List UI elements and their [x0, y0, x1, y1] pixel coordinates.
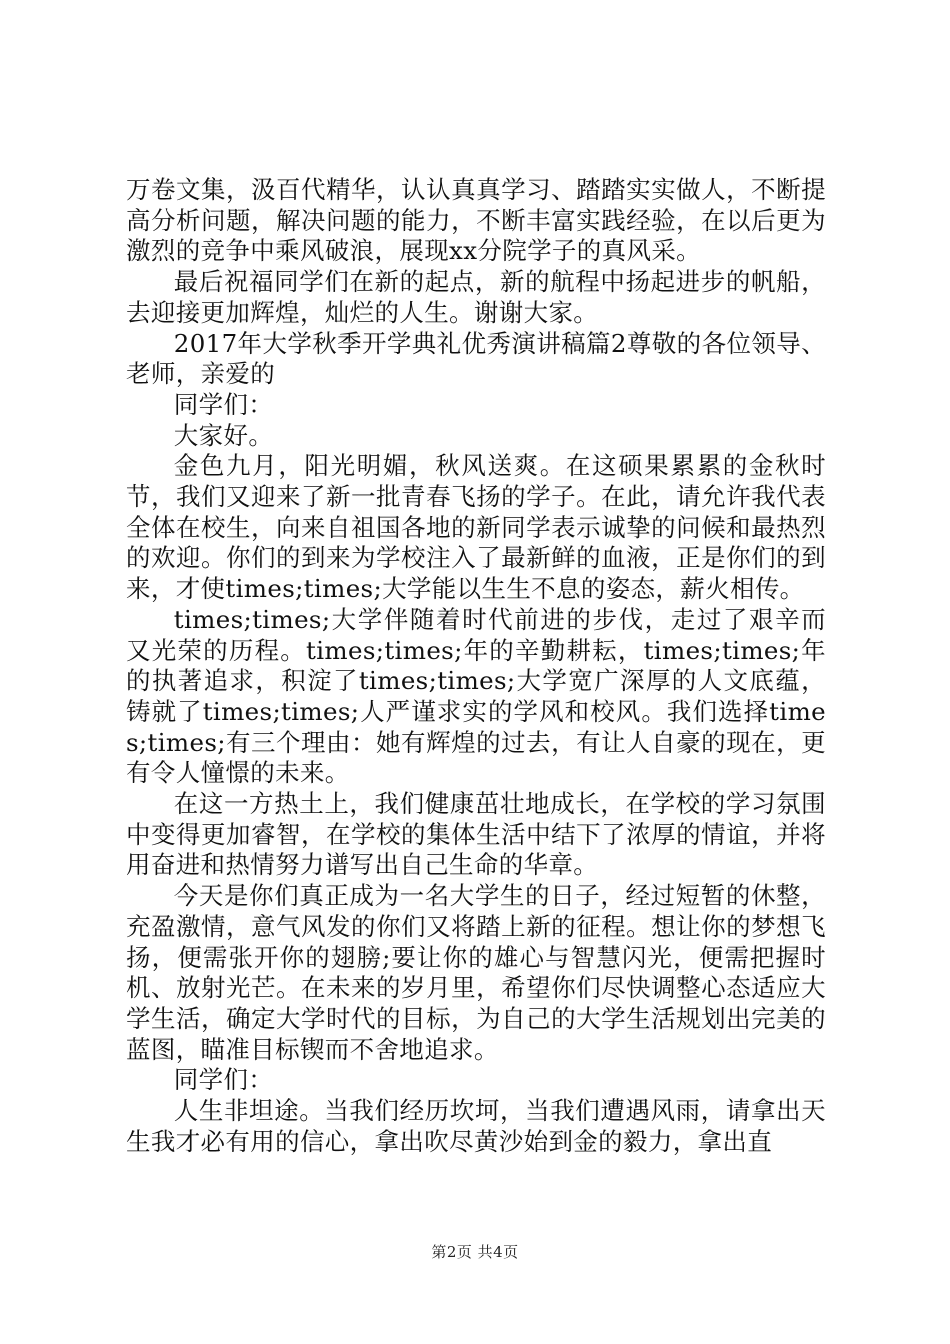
document-body [126, 175, 826, 1158]
paragraph-salutation-2: 同学们： [173, 1065, 274, 1095]
page-number-footer: 第2页 共4页 [431, 1243, 519, 1261]
paragraph-growth: 在这一方热土上，我们健康茁壮地成长，在学校的学习氛围中变得更加睿智，在学校的集体生活中结下了浓厚的情谊，并将用奋进和热情努力谱写出自己生命的华章。 [126, 789, 826, 880]
paragraph-life-path: 人生非坦途。当我们经历坎坷，当我们遭遇风雨，请拿出天生我才必有用的信心，拿出吹尽黄沙始到金的毅力，拿出直 [126, 1096, 826, 1156]
paragraph-salutation: 同学们： [173, 389, 274, 419]
paragraph-closing-wishes: 最后祝福同学们在新的起点，新的航程中扬起进步的帆船，去迎接更加辉煌，灿烂的人生。谢谢大家。 [126, 267, 826, 327]
paragraph-welcome: 金色九月，阳光明媚，秋风送爽。在这硕果累累的金秋时节，我们又迎来了新一批青春飞扬的学子。在此，请允许我代表全体在校生，向来自祖国各地的新同学表示诚挚的问候和最热烈的欢迎。你们的到来为学校注入了最新鲜的血液，正是你们的到来，才使times;times;大学能以生生不息的姿态，薪火相传。 [126, 451, 826, 604]
paragraph-speech-title: 2017年大学秋季开学典礼优秀演讲稿篇2尊敬的各位领导、老师，亲爱的 [126, 328, 826, 389]
paragraph-university-history: times;times;大学伴随着时代前进的步伐，走过了艰辛而又光荣的历程。times;times;年的辛勤耕耘，times;times;年的执著追求，积淀了times;times;大学宽广深厚的人文底蕴，铸就了times;times;人严谨求实的学风和校风。我们选择times;times;有三个理由：她有辉煌的过去，有让人自豪的现在，更有令人憧憬的未来。 [126, 604, 826, 788]
paragraph-greeting: 大家好。 [173, 420, 274, 450]
paragraph-continuation: 万卷文集，汲百代精华，认认真真学习、踏踏实实做人，不断提高分析问题，解决问题的能力，不断丰富实践经验，在以后更为激烈的竞争中乘风破浪，展现xx分院学子的真风采。 [126, 175, 826, 266]
paragraph-new-journey: 今天是你们真正成为一名大学生的日子，经过短暂的休整，充盈激情，意气风发的你们又将踏上新的征程。想让你的梦想飞扬，便需张开你的翅膀;要让你的雄心与智慧闪光，便需把握时机、放射光芒。在未来的岁月里，希望你们尽快调整心态适应大学生活，确定大学时代的目标，为自己的大学生活规划出完美的蓝图，瞄准目标锲而不舍地追求。 [126, 881, 826, 1064]
